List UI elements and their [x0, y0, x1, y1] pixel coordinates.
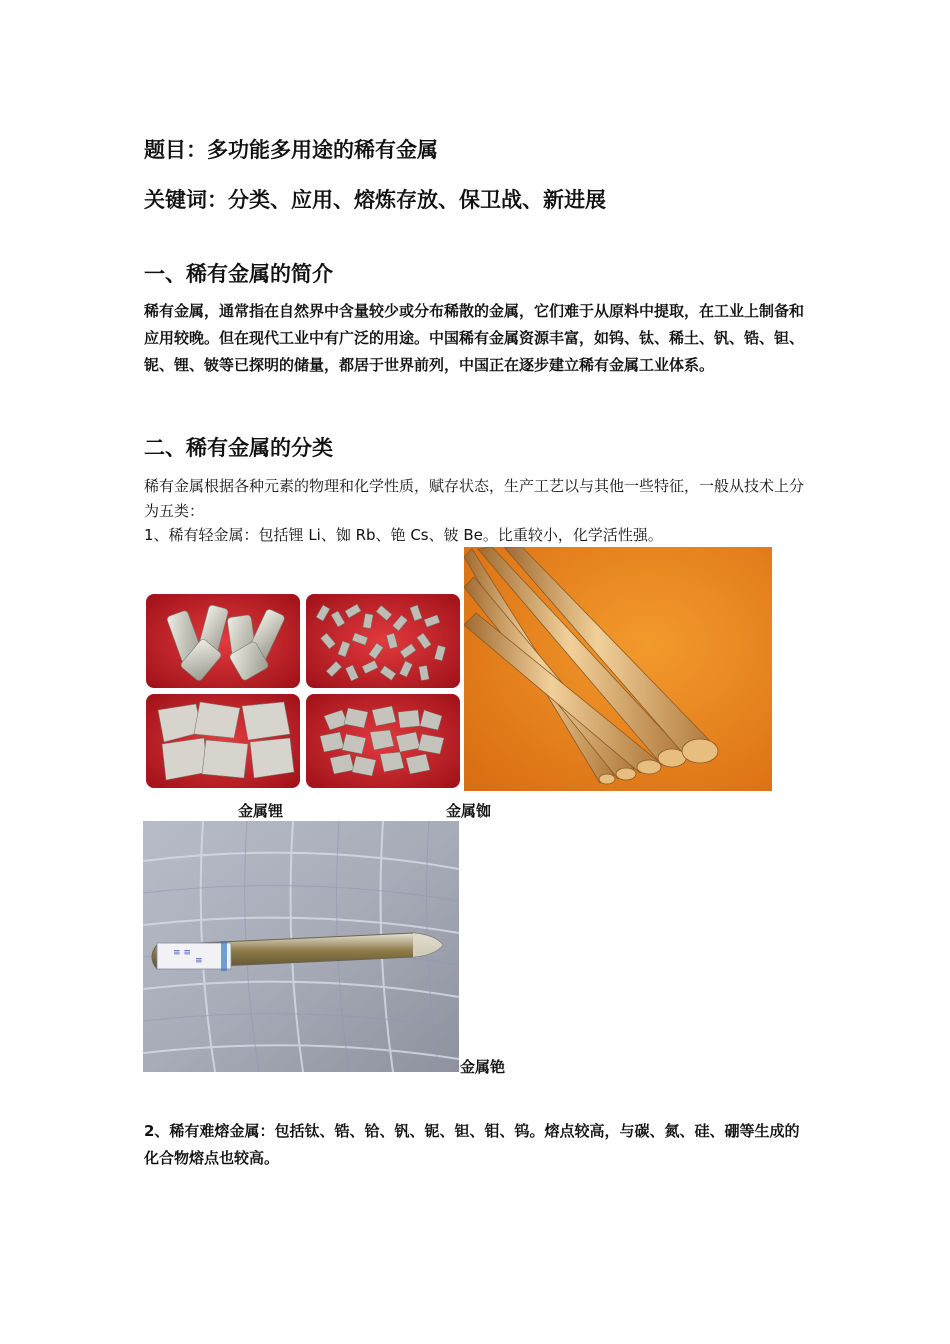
section2-item2: 2、稀有难熔金属：包括钛、锆、铪、钒、铌、钽、钼、钨。熔点较高，与碳、氮、硅、硼等生成的化合物熔点也较高。	[144, 1122, 800, 1167]
document-title: 题目：多功能多用途的稀有金属	[144, 138, 438, 162]
section1-heading: 一、稀有金属的简介	[144, 262, 333, 286]
section2-item1: 1、稀有轻金属：包括锂 Li、铷 Rb、铯 Cs、铍 Be。比重较小，化学活性强。	[144, 526, 663, 544]
section2-heading: 二、稀有金属的分类	[144, 436, 333, 460]
keywords-line: 关键词：分类、应用、熔炼存放、保卫战、新进展	[144, 188, 606, 212]
rubidium-photo	[464, 547, 772, 791]
caption-rubidium: 金属铷	[446, 802, 492, 820]
svg-text:≡ ≡: ≡ ≡	[173, 948, 191, 958]
cesium-photo	[143, 821, 459, 1072]
section1-body: 稀有金属，通常指在自然界中含量较少或分布稀散的金属，它们难于从原料中提取，在工业上制备和应用较晚。但在现代工业中有广泛的用途。中国稀有金属资源丰富，如钨、钛、稀土、钒、锆、钽、铌、锂、铍等已探明的储量，都居于世界前列，中国正在逐步建立稀有金属工业体系。	[144, 302, 805, 374]
caption-lithium: 金属锂	[238, 802, 284, 820]
svg-text:≡: ≡	[195, 956, 203, 966]
lithium-photo	[144, 592, 462, 790]
section2-intro: 稀有金属根据各种元素的物理和化学性质，赋存状态，生产工艺以与其他一些特征，一般从技术上分为五类：	[144, 477, 805, 520]
caption-cesium: 金属铯	[460, 1058, 506, 1076]
